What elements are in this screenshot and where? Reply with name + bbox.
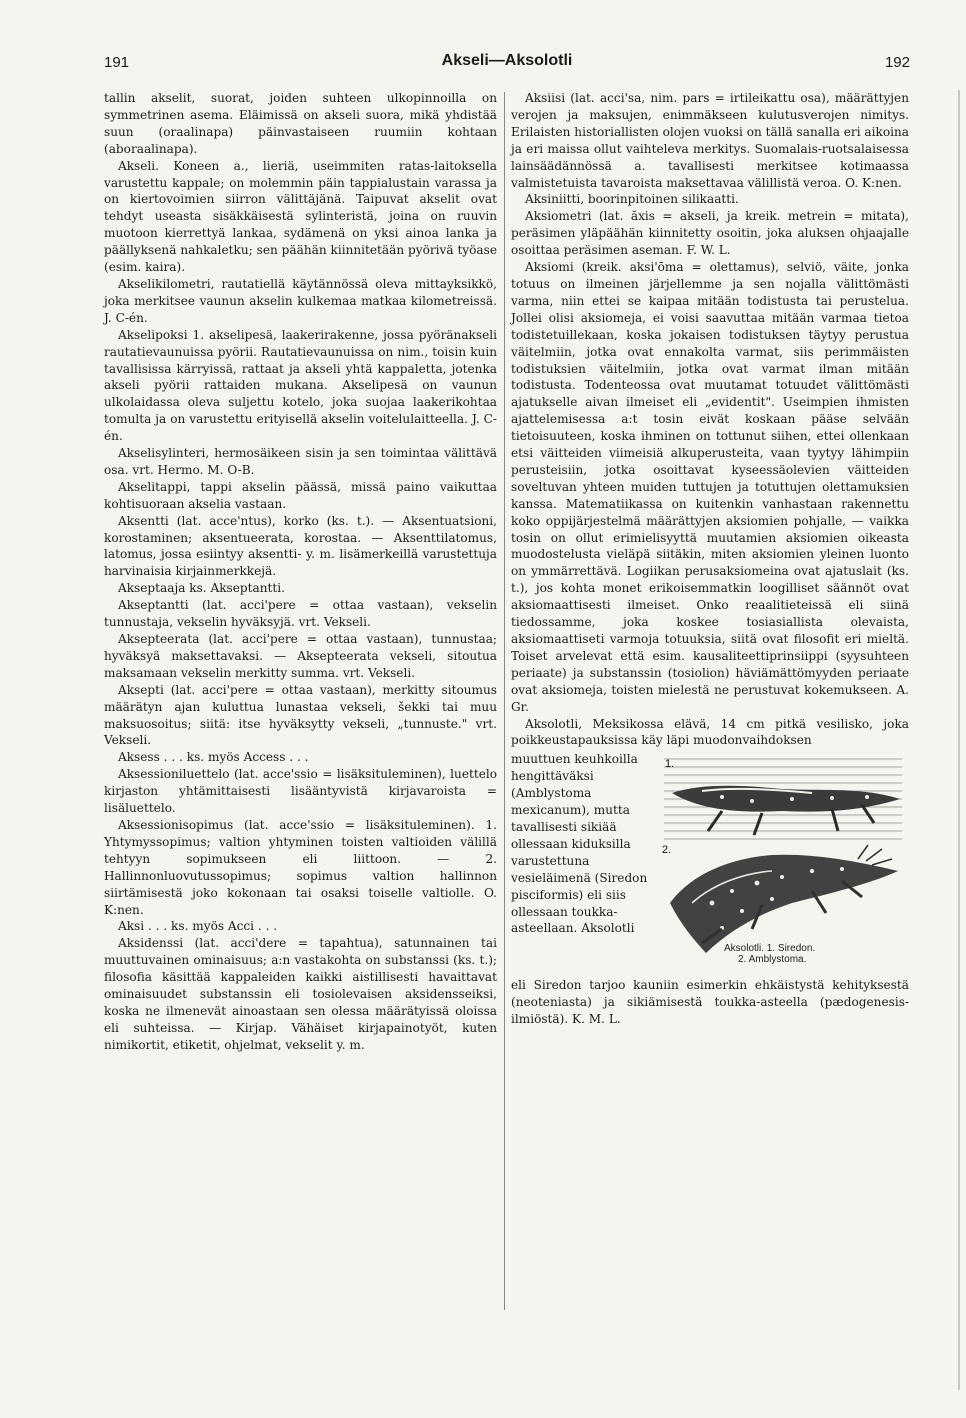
- page-header: [100, 48, 914, 82]
- dictionary-entry: Akselisylinteri, hermosäikeen sisin ja sen toimintaa välittävä osa. vrt. Hermo. M. O-B.: [104, 446, 497, 477]
- dictionary-entry: Aksiomi (kreik. aksi'ōma = olettamus), selviö, väite, jonka totuus on ilmeinen järjellemme ja sen nojalla välittömästi varma, niin ettei se kaipaa mitään todistusta tai perustelua. Jollei olisi aksiomeja, ei voisi saavuttaa mitään varmaa tietoa todistetuillekaan, koska jokaisen todistuksen täytyy perustua väitelmiin, jotka ovat ennakolta varmat, siis perimmäisten todistuksien väitelmiin, jotka ovat varmat ilman mitään todistusta. Todenteossa ovat muutamat totuudet välittömästi ajatukselle aivan ilmeiset eli „evidentit". Useimpien ihmisten ajattelemisessa a:t tosin eivät koskaan pääse selvään tietoisuuteen, koska ihminen on tottunut siihen, ettei ollenkaan etsi väitteiden viimeisiä alkuperusteita, vaan tyytyy lähimpiin perusteisiin, jotka osoittavat kyseessäolevien väitteiden soveltuvan yhteen muiden tuttujen ja totuttujen olettamuksien kanssa. Matematiikassa on kuitenkin vanhastaan rakennettu koko oppijärjestelmä määrättyjen aksiomien pohjalle, — vaikka tosin on ollut erimielisyyttä muutamien aksiomien oikeasta muodostelusta vieläpä siitäkin, miten aksiomien yleinen luonto on ymmärrettävä. Logiikan perusaksiomeina ovat ajatuslait (ks. t.), jos kohta monet erikoisemmatkin loogilliset säännöt ovat aksiomaattisesti ilmeiset. Onko reaalitieteissä eli siinä tiedossamme, joka koskee tosiasiallista olevaista, aksiomaattiseti varmoja totuuksia, siitä ovat filosofit eri mieltä. Toiset arvelevat että esim. kausaliteettiprinsiippi (syysuhteen periaate) ja substanssin (tosiolion) häviämättömyyden periaate ovat aksiomeja, toisten mielestä ne perustuvat kokemukseen. A. Gr.: [511, 260, 909, 714]
- left-column: [104, 90, 497, 1054]
- figure-caption: [724, 943, 815, 965]
- right-column-entries: [511, 90, 909, 749]
- dictionary-entry: Aksi . . . ks. myös Acci . . .: [118, 919, 278, 934]
- right-column: [511, 90, 909, 1028]
- dictionary-entry: Aksessioniluettelo (lat. acce'ssio = lisäksitulеminen), luettelo kirjaston yhtämittaisesti lisääntyvistä kirjavaroista = lisäluettelo.: [104, 767, 497, 816]
- dictionary-entry: Akseptеerata (lat. acci'pere = ottaa vastaan), tunnustaa; hyväksyä maksettavaksi. — Akseptеerata vekseli, sitoutua maksamaan vekselin merkitty summa. vrt. Vekseli.: [104, 632, 497, 680]
- dictionary-entry: Akselipoksi 1. akselipesä, laakerirakenne, jossa pyöränakseli rautatievaunuissa pyörii. Rautatievaunuissa on nim., toisin kuin tavallisissa kärryissä, rattaat ja akseli yhtä kappaletta, jotenka akseli pyörii rattaiden mukana. Akselipesä on vaunun ulkolaidassa oleva suljettu kotelo, joka suojaa laakerikohtaa tomulta ja on varustettu erityisellä akselin voitelulaitteella. J. C-én.: [104, 327, 497, 444]
- dictionary-entry: Aksepti (lat. acci'pere = ottaa vastaan), merkitty sitoumus määrätyn ajan kuluttua lunastaa vekseli, šekki tai muu maksuosoitus; siitä: itse hyväksytty vekseli, „tunnuste." vrt. Vekseli.: [104, 682, 497, 748]
- dictionary-entry: Aksiisi (lat. acci'sa, nim. pars = irtileikattu osa), määrättyjen verojen ja maksujen, enimmäkseen kulutusverojen nimitys. Erilaisten historiallisten olojen vuoksi on tällä sanalla eri aikoina ja eri maissa ollut vaihteleva merkitys. Suomalais-ruotsalaisessa lainsäädännössä a. tavallisesti merkitsee kotimaassa valmistetuista tavaroista maksettavaa välillistä veroa. O. K:nen.: [511, 91, 909, 190]
- figure-label-2: 2.: [662, 844, 672, 857]
- axolotl-illustration: [662, 753, 909, 973]
- dictionary-entry: eli Siredon tarjoo kauniin esimerkin ehkäistystä kehityksestä (neoteniasta) ja sikiämisestä toukka-asteella (pædogenesis-ilmiöstä). K. M. L.: [511, 978, 909, 1027]
- figure-label-1: 1.: [665, 758, 675, 771]
- dictionary-entry: Aksiometri (lat. ăxis = akseli, ja kreik. metrein = mitata), peräsimen yläpäähän kiinnitetty osoitin, joka aluksen ohjaajalle osoittaa peräsimen aseman. F. W. L.: [511, 209, 909, 258]
- figure-wrap-text: muuttuen keuhkoilla hengittäväksi (Amblystoma mexicanum), mutta tavallisesti sikiää ollessaan kiduksilla varustettuna vesieläimenä (Siredon pisciformis) eli siis ollessaan toukka-asteellaan. Aksolotli: [511, 752, 648, 936]
- figure-caption-line-2: 2. Amblystoma.: [738, 954, 807, 966]
- page-edge: [958, 90, 960, 1390]
- dictionary-entry: Akselitappi, tappi akselin päässä, missä paino vaikuttaa kohtisuoraan akselia vastaan.: [104, 479, 497, 511]
- dictionary-entry: Aksiniitti, boorinpitoinen silikaatti.: [525, 192, 739, 207]
- axolotl-figure-block: [511, 751, 909, 975]
- axolotl-drawing: [662, 753, 909, 973]
- dictionary-entry: Aksess . . . ks. myös Access . . .: [118, 750, 309, 765]
- dictionary-entry: tallin akselit, suorat, joiden suhteen ulkopinnoilla on symmetrinen asema. Eläimissä on akseli suora, mikä yhdistää suun (oraalinapa) päinvastaiseen ruumiin kohtaan (aboraalinapa).: [104, 91, 497, 156]
- page-title: Akseli—Aksolotli: [441, 52, 573, 69]
- left-page-number: 191: [104, 54, 130, 71]
- dictionary-entry: Aksessionisopimus (lat. acce'ssio = lisäksitulеminen). 1. Yhtymyssopimus; valtion yhtyminen toisten valtioiden välillä tehtyyn sopimukseen eli liittoon. — 2. Hallinnonluovutussopimus; sopimus valtion hallinnon siirtämisestä joko kokonaan tai osaksi toiselle valtiolle. O. K:nen.: [104, 817, 497, 917]
- right-column-tail: [511, 977, 909, 1028]
- column-divider: [504, 92, 505, 1310]
- dictionary-entry: Akseptantti (lat. acci'pere = ottaa vastaan), vekselin tunnustaja, vekselin hyväksyjä. vrt. Vekseli.: [104, 598, 497, 630]
- dictionary-entry: Aksentti (lat. acce'ntus), korko (ks. t.). — Aksentuatsioni, korostaminen; aksentueerata, korostaa. — Aksenttilatomus, latomus, jossa esiintyy aksentti- y. m. lisämerkeillä varustettuja harvinaisia kirjainmerkkejä.: [104, 513, 497, 579]
- right-page-number: 192: [884, 54, 910, 71]
- dictionary-entry: Akseptaaja ks. Akseptantti.: [118, 581, 285, 596]
- dictionary-entry: Aksidenssi (lat. acci'dere = tapahtua), satunnainen tai muuttuvainen ominaisuus; a:n vastakohta on substanssi (ks. t.); filosofia käsittää kappaleiden kaikki aistillisesti havaittavat ominaisuudet substanssin eli tosiolevaisen aksidensseiksi, koska ne ilmenevät ainoastaan sen olessa määrätyissä oloissa eli suhteissa. — Kirjap. Vähäiset kirjapainotyöt, kuten nimikortit, etiketit, ohjelmat, vekselit y. m.: [104, 936, 497, 1052]
- dictionary-entry: Akseli. Koneen a., lieriä, useimmiten ratas-laitoksella varustettu kappale; on molemmin päin tappialustain varassa ja on kiertovoimien siirron välittäjänä. Taipuvat akselit ovat tehdyt useasta sisäkkäisestä sylinteristä, joina on ruuvin muotoon kierrettyä lankaa, sydämenä on yksi ainoa lanka ja päällyksenä nahkaletku; sen päähän kiinnitetään pyörivä työase (esim. kaira).: [104, 158, 497, 275]
- figure-caption-line-1: Aksolotli. 1. Siredon.: [724, 943, 816, 955]
- dictionary-entry: Akselikilometri, rautatiellä käytännössä oleva mittayksikkö, joka merkitsee vaunun akselin kulkemaa matkaa kilometreissä. J. C-én.: [104, 276, 497, 325]
- dictionary-entry: Aksolotli, Meksikossa elävä, 14 cm pitkä vesilisko, joka poikkeustapauksissa käy läpi muodonvaihdoksen: [511, 716, 909, 748]
